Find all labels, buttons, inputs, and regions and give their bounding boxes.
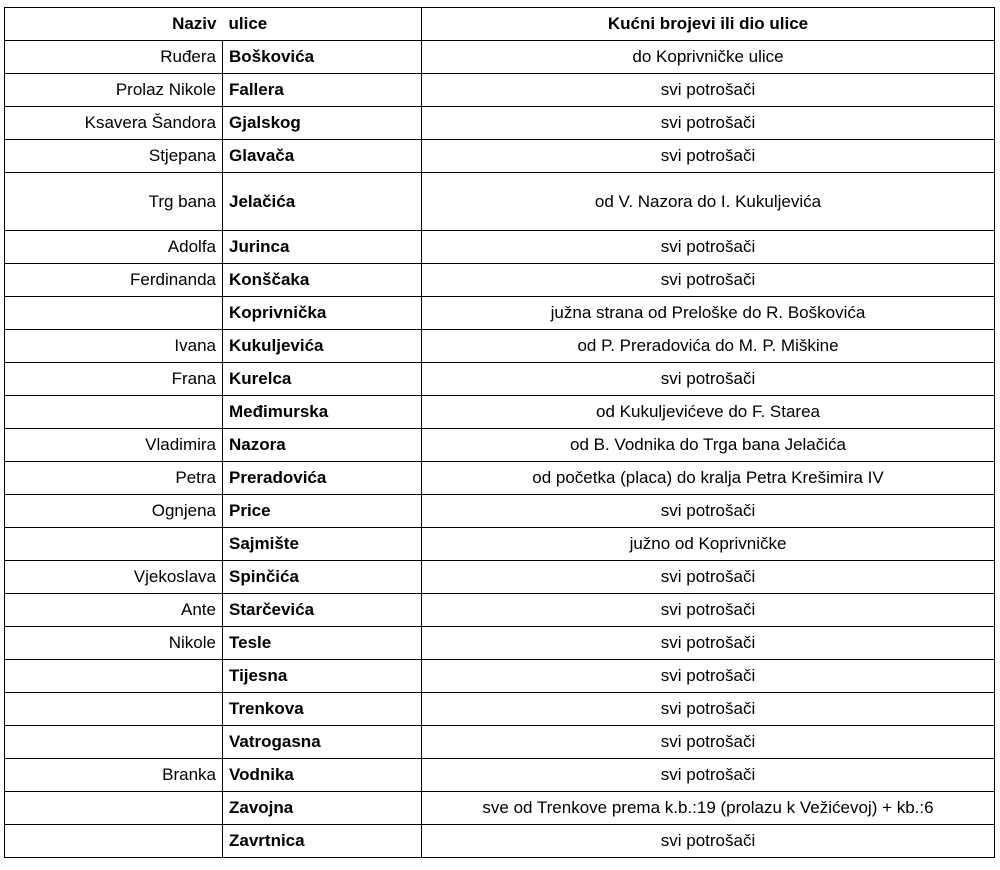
street-first-name — [5, 297, 223, 330]
street-first-name: Stjepana — [5, 140, 223, 173]
street-first-name: Ferdinanda — [5, 264, 223, 297]
street-name: Kukuljevića — [223, 330, 422, 363]
house-number-range: do Koprivničke ulice — [422, 41, 995, 74]
street-first-name: Nikole — [5, 627, 223, 660]
house-number-range: svi potrošači — [422, 264, 995, 297]
table-row — [5, 429, 995, 462]
street-first-name: Ognjena — [5, 495, 223, 528]
street-first-name — [5, 726, 223, 759]
table-body — [5, 41, 995, 858]
table-row — [5, 41, 995, 74]
street-name: Starčevića — [223, 594, 422, 627]
table-row — [5, 660, 995, 693]
street-name: Fallera — [223, 74, 422, 107]
table-row — [5, 693, 995, 726]
street-name: Jelačića — [223, 173, 422, 231]
house-number-range: svi potrošači — [422, 363, 995, 396]
street-name: Gjalskog — [223, 107, 422, 140]
street-name: Spinčića — [223, 561, 422, 594]
street-name: Međimurska — [223, 396, 422, 429]
street-name: Jurinca — [223, 231, 422, 264]
street-first-name: Trg bana — [5, 173, 223, 231]
house-number-range: svi potrošači — [422, 759, 995, 792]
street-first-name — [5, 660, 223, 693]
table-row — [5, 627, 995, 660]
house-number-range: svi potrošači — [422, 726, 995, 759]
street-name: Glavača — [223, 140, 422, 173]
street-name: Konščaka — [223, 264, 422, 297]
street-name: Vodnika — [223, 759, 422, 792]
street-first-name — [5, 792, 223, 825]
house-number-range: svi potrošači — [422, 561, 995, 594]
street-first-name — [5, 693, 223, 726]
table-row — [5, 594, 995, 627]
street-first-name: Petra — [5, 462, 223, 495]
street-name: Sajmište — [223, 528, 422, 561]
street-name: Tijesna — [223, 660, 422, 693]
table-row — [5, 264, 995, 297]
table-row — [5, 561, 995, 594]
house-number-range: svi potrošači — [422, 140, 995, 173]
street-table — [4, 7, 995, 858]
table-row — [5, 173, 995, 231]
house-number-range: svi potrošači — [422, 107, 995, 140]
street-name: Trenkova — [223, 693, 422, 726]
house-number-range: od početka (placa) do kralja Petra Krešimira IV — [422, 462, 995, 495]
header-house-numbers: Kućni brojevi ili dio ulice — [422, 8, 995, 41]
header-row — [5, 8, 995, 41]
street-name: Kurelca — [223, 363, 422, 396]
street-first-name — [5, 825, 223, 858]
house-number-range: svi potrošači — [422, 627, 995, 660]
table-row — [5, 140, 995, 173]
street-first-name: Frana — [5, 363, 223, 396]
street-name: Preradovića — [223, 462, 422, 495]
house-number-range: od Kukuljevićeve do F. Starea — [422, 396, 995, 429]
house-number-range: južna strana od Preloške do R. Boškovića — [422, 297, 995, 330]
table-row — [5, 825, 995, 858]
house-number-range: svi potrošači — [422, 825, 995, 858]
street-name: Koprivnička — [223, 297, 422, 330]
house-number-range: svi potrošači — [422, 594, 995, 627]
street-name: Tesle — [223, 627, 422, 660]
street-first-name: Vladimira — [5, 429, 223, 462]
street-name: Vatrogasna — [223, 726, 422, 759]
house-number-range: svi potrošači — [422, 495, 995, 528]
table-row — [5, 330, 995, 363]
street-first-name: Vjekoslava — [5, 561, 223, 594]
house-number-range: od V. Nazora do I. Kukuljevića — [422, 173, 995, 231]
street-first-name — [5, 528, 223, 561]
table-row — [5, 396, 995, 429]
house-number-range: svi potrošači — [422, 74, 995, 107]
table-row — [5, 759, 995, 792]
house-number-range: južno od Koprivničke — [422, 528, 995, 561]
house-number-range: svi potrošači — [422, 660, 995, 693]
house-number-range: sve od Trenkove prema k.b.:19 (prolazu k Vežićevoj) + kb.:6 — [422, 792, 995, 825]
street-first-name: Ante — [5, 594, 223, 627]
table-row — [5, 726, 995, 759]
table-row — [5, 495, 995, 528]
street-first-name — [5, 396, 223, 429]
street-first-name: Ivana — [5, 330, 223, 363]
table-row — [5, 363, 995, 396]
street-name: Price — [223, 495, 422, 528]
street-name: Boškovića — [223, 41, 422, 74]
table-row — [5, 792, 995, 825]
house-number-range: od P. Preradovića do M. P. Miškine — [422, 330, 995, 363]
street-first-name: Branka — [5, 759, 223, 792]
street-name: Zavojna — [223, 792, 422, 825]
header-naziv: Naziv — [5, 8, 223, 41]
table-row — [5, 462, 995, 495]
table-row — [5, 528, 995, 561]
header-ulice: ulice — [223, 8, 422, 41]
house-number-range: svi potrošači — [422, 231, 995, 264]
table-row — [5, 231, 995, 264]
street-first-name: Prolaz Nikole — [5, 74, 223, 107]
house-number-range: svi potrošači — [422, 693, 995, 726]
street-first-name: Ksavera Šandora — [5, 107, 223, 140]
street-first-name: Adolfa — [5, 231, 223, 264]
street-first-name: Ruđera — [5, 41, 223, 74]
street-name: Nazora — [223, 429, 422, 462]
street-name: Zavrtnica — [223, 825, 422, 858]
table-row — [5, 74, 995, 107]
table-row — [5, 107, 995, 140]
house-number-range: od B. Vodnika do Trga bana Jelačića — [422, 429, 995, 462]
table-row — [5, 297, 995, 330]
